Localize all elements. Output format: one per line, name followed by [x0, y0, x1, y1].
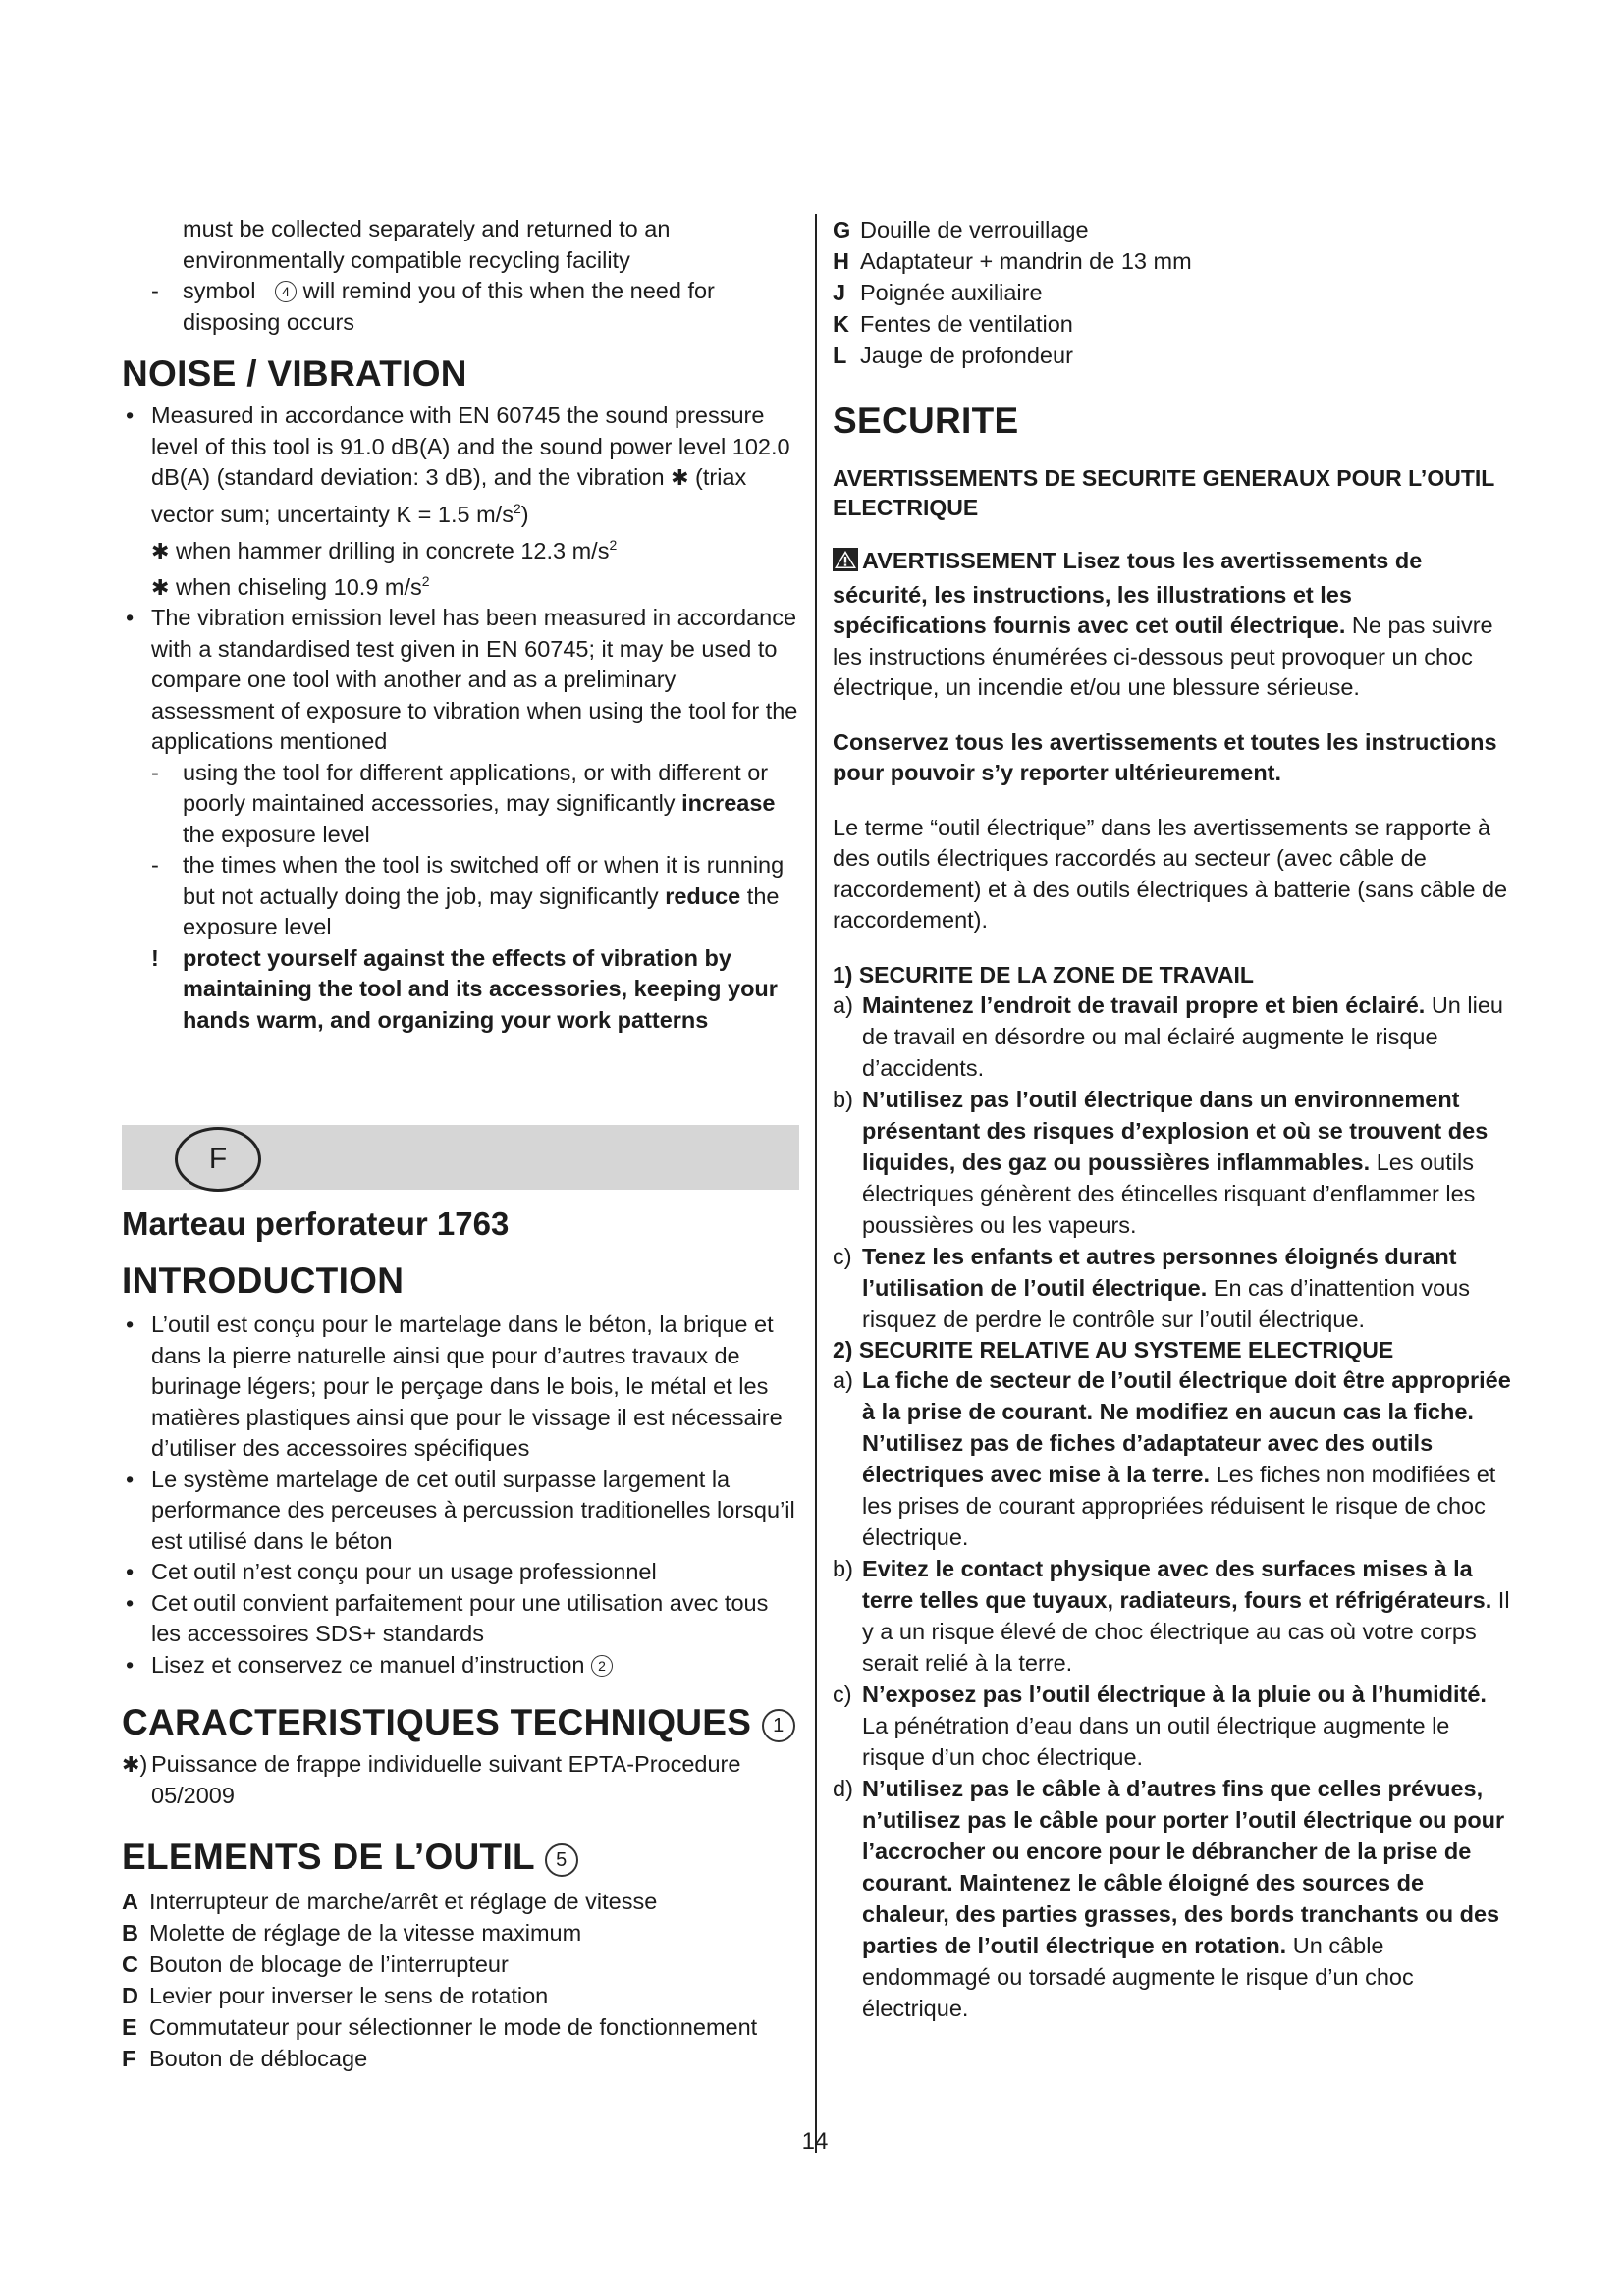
- noise-star-2: ✱ when chiseling 10.9 $m/s^2$: [151, 573, 430, 600]
- left-column-french: [122, 1205, 799, 2074]
- safety-item: c) Tenez les enfants et autres personnes éloignés durant l’utilisation de l’outil électrique. En cas d’inattention vous risquez de perdre le contrôle sur l’outil électrique.: [833, 1243, 1471, 1332]
- asterisk-icon: ✱: [122, 1752, 140, 1777]
- intro-bullet: • Cet outil n’est conçu pour un usage professionnel: [122, 1557, 799, 1588]
- work-area-heading: 1) SECURITE DE LA ZONE DE TRAVAIL: [833, 961, 1254, 988]
- element-item: B Molette de réglage de la vitesse maximum: [122, 1920, 582, 1946]
- noise-bullet-2: • The vibration emission level has been measured in accordance with a standardised test given in EN 60745; it may be used to compare one tool with another and as a preliminary assessment of exposure to vibration when using the tool for the applications mentioned: [122, 603, 799, 758]
- noise-protect-note: ! protect yourself against the effects of vibration by maintaining the tool and its accessories, keeping your hands warm, and organizing your work patterns: [122, 943, 799, 1037]
- safety-item: c) N’exposez pas l’outil électrique à la pluie ou à l’humidité. La pénétration d’eau dans un outil électrique augmente le risque d’un choc électrique.: [833, 1681, 1487, 1770]
- intro-bullet: • L’outil est conçu pour le martelage dans le béton, la brique et dans la pierre naturelle ainsi que pour d’autres travaux de burinage légers; pour le perçage dans le bois, le métal et les matières plastiques ainsi que pour le vissage il est nécessaire d’utiliser des accessoires spécifiques: [122, 1309, 799, 1465]
- element-item: A Interrupteur de marche/arrêt et réglage de vitesse: [122, 1889, 658, 1914]
- safety-heading: SECURITE: [833, 400, 1019, 441]
- element-item: J Poignée auxiliaire: [833, 280, 1043, 305]
- ref-circle-1: 1: [762, 1709, 795, 1742]
- ref-circle-4: 4: [275, 281, 297, 302]
- ref-circle-5: 5: [545, 1843, 578, 1877]
- intro-heading: INTRODUCTION: [122, 1260, 405, 1301]
- warning-paragraph: AVERTISSEMENT Lisez tous les avertissements de sécurité, les instructions, les illustrations et les spécifications fournis avec cet outil électrique. Ne pas suivre les instructions énumérées ci-dessous peut provoquer un choc électrique, un incendie et/ou une blessure sérieuse.: [833, 548, 1493, 700]
- left-column: [122, 214, 799, 1036]
- intro-bullet: • Cet outil convient parfaitement pour une utilisation avec tous les accessoires SDS+ standards: [122, 1588, 799, 1650]
- term-definition: Le terme “outil électrique” dans les avertissements se rapporte à des outils électriques raccordés au secteur (avec câble de raccordement) et à des outils électriques à batterie (sans câble de raccordement).: [833, 814, 1508, 933]
- safety-item: b) Evitez le contact physique avec des surfaces mises à la terre telles que tuyaux, radiateurs, fours et réfrigérateurs. Il y a un risque élevé de choc électrique au cas où votre corps serait relié à la terre.: [833, 1555, 1510, 1676]
- element-item: L Jauge de profondeur: [833, 343, 1073, 368]
- language-badge: F: [175, 1127, 261, 1192]
- safety-item: b) N’utilisez pas l’outil électrique dans un environnement présentant des risques d’explosion et où se trouvent des liquides, des gaz ou poussières inflammables. Les outils électriques génèrent des étincelles risquant d’enflammer les poussières ou les vapeurs.: [833, 1086, 1489, 1238]
- warning-triangle-icon: [833, 548, 858, 580]
- tech-heading: CARACTERISTIQUES TECHNIQUES 1: [122, 1702, 799, 1743]
- product-title: Marteau perforateur 1763: [122, 1205, 510, 1242]
- page-number: 14: [801, 2128, 829, 2155]
- right-column: [833, 214, 1512, 2024]
- asterisk-icon: ✱: [151, 538, 170, 563]
- tech-note: ✱) Puissance de frappe individuelle suivant EPTA-Procedure 05/2009: [122, 1751, 741, 1808]
- noise-dash-2: - the times when the tool is switched off or when it is running but not actually doing the job, may significantly reduce the exposure level: [122, 850, 799, 943]
- element-item: E Commutateur pour sélectionner le mode de fonctionnement: [122, 2014, 758, 2040]
- recycling-text: must be collected separately and returned to an environmentally compatible recycling facility: [183, 216, 671, 273]
- ref-circle-2: 2: [591, 1655, 613, 1677]
- element-item: G Douille de verrouillage: [833, 217, 1089, 242]
- safety-item: d) N’utilisez pas le câble à d’autres fins que celles prévues, n’utilisez pas le câble pour porter l’outil électrique ou pour l’accrocher ou encore pour le débrancher de la prise de courant. Maintenez le câble éloigné des sources de chaleur, des parties grasses, des bords tranchants ou des parties de l’outil électrique en rotation. Un câble endommagé ou torsadé augmente le risque d’un choc électrique.: [833, 1775, 1505, 2021]
- noise-dash-1: - using the tool for different applications, or with different or poorly maintained accessories, may significantly increase the exposure level: [122, 758, 799, 851]
- noise-bullet-1: • Measured in accordance with EN 60745 the sound pressure level of this tool is 91.0 dB(A) and the sound power level 102.0 dB(A) (standard deviation: 3 dB), and the vibration ✱ (triax vector sum; uncertainty K = 1.5 $m/s^2$): [122, 400, 799, 530]
- electrical-safety-heading: 2) SECURITE RELATIVE AU SYSTEME ELECTRIQUE: [833, 1336, 1394, 1362]
- element-item: D Levier pour inverser le sens de rotation: [122, 1983, 549, 2008]
- asterisk-icon: ✱: [151, 574, 170, 600]
- symbol-note: - symbol 4 will remind you of this when the need for disposing occurs: [122, 276, 799, 338]
- language-bar: [122, 1125, 799, 1190]
- noise-heading: NOISE / VIBRATION: [122, 353, 467, 394]
- column-divider: [815, 214, 817, 2153]
- intro-bullet: • Le système martelage de cet outil surpasse largement la performance des perceuses à percussion traditionelles lorsqu’il est utilisé dans le béton: [122, 1465, 799, 1558]
- element-item: C Bouton de blocage de l’interrupteur: [122, 1951, 509, 1977]
- intro-bullet: • Lisez et conservez ce manuel d’instruction 2: [122, 1650, 799, 1682]
- asterisk-icon: ✱: [671, 465, 689, 490]
- element-item: H Adaptateur + mandrin de 13 mm: [833, 248, 1192, 274]
- safety-item: a) Maintenez l’endroit de travail propre et bien éclairé. Un lieu de travail en désordre ou mal éclairé augmente le risque d’accidents.: [833, 991, 1503, 1081]
- keep-instructions: Conservez tous les avertissements et toutes les instructions pour pouvoir s’y reporter ultérieurement.: [833, 728, 1497, 785]
- noise-star-1: ✱ when hammer drilling in concrete 12.3 $m/s^2$: [151, 536, 618, 563]
- element-item: F Bouton de déblocage: [122, 2046, 368, 2071]
- general-warnings-heading: AVERTISSEMENTS DE SECURITE GENERAUX POUR L’OUTIL ELECTRIQUE: [833, 465, 1494, 520]
- element-item: K Fentes de ventilation: [833, 311, 1073, 337]
- safety-item: a) La fiche de secteur de l’outil électrique doit être appropriée à la prise de courant. Ne modifiez en aucun cas la fiche. N’utilisez pas de fiches d’adaptateur avec des outils électriques avec mise à la terre. Les fiches non modifiées et les prises de courant appropriées réduisent le risque de choc électrique.: [833, 1366, 1511, 1550]
- elements-heading: ELEMENTS DE L’OUTIL 5: [122, 1837, 799, 1878]
